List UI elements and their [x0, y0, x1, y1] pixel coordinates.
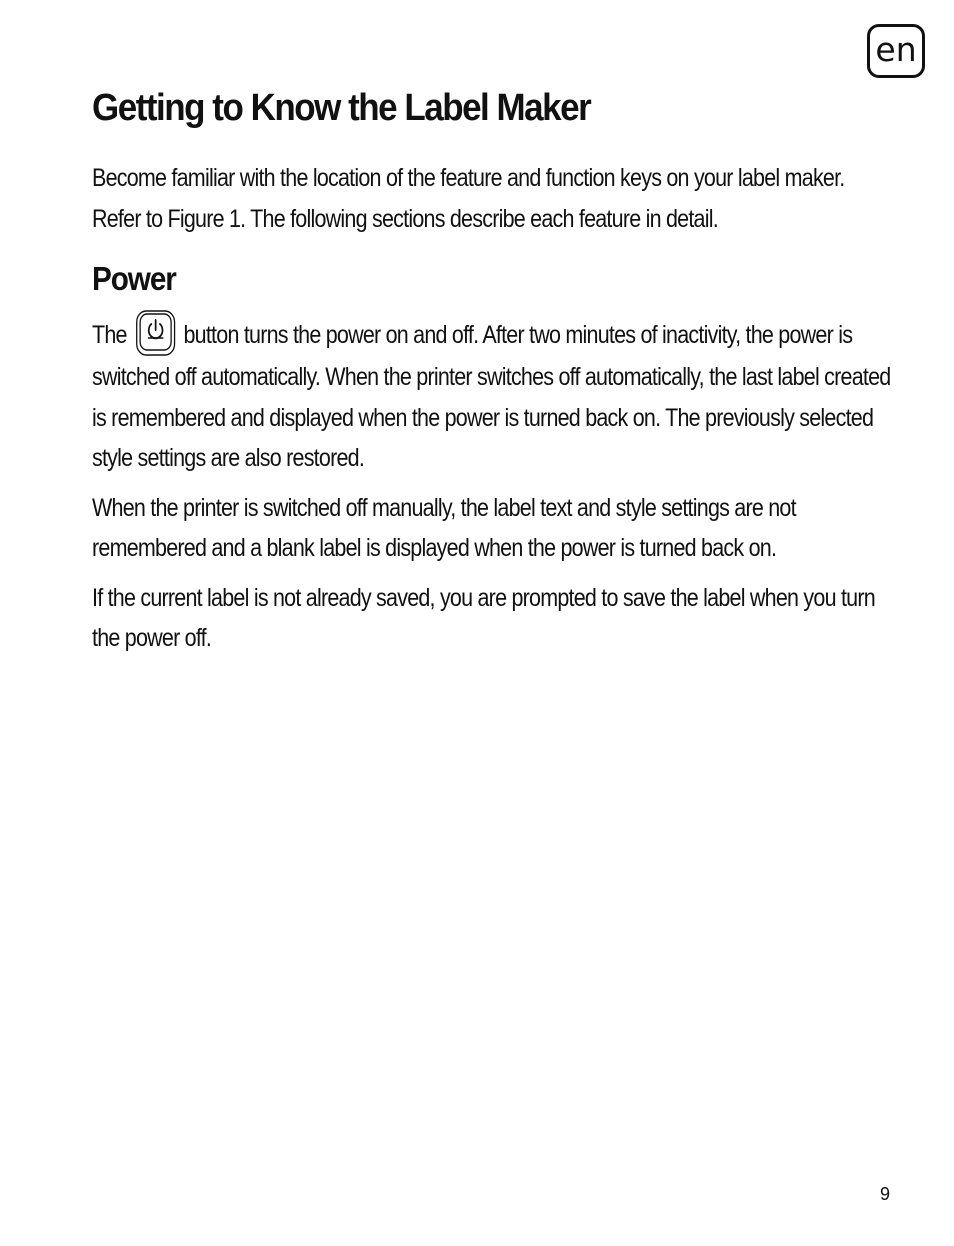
- section-title-power: Power: [92, 260, 176, 297]
- page-content: [92, 84, 892, 659]
- power-paragraph-1-text: button turns the power on and off. After two minutes of inactivity, the power is switched off automatically. When the printer switches off automatically, the last label created is remembered and displayed when the power is turned back on. The previously selected style settings are also restored.: [92, 321, 891, 472]
- intro-paragraph: Become familiar with the location of the feature and function keys on your label maker. Refer to Figure 1. The following sections describe each feature in detail.: [92, 164, 845, 233]
- power-paragraph-1-lead: The: [92, 321, 127, 349]
- page-number: 9: [880, 1184, 891, 1204]
- power-paragraph-2: When the printer is switched off manually, the label text and style settings are not remembered and a blank label is displayed when the power is turned back on.: [92, 493, 796, 562]
- language-badge: en: [867, 24, 925, 78]
- power-button-icon: [135, 309, 176, 357]
- page-title: Getting to Know the Label Maker: [92, 87, 591, 129]
- power-paragraph-3: If the current label is not already saved, you are prompted to save the label when you turn the power off.: [92, 583, 875, 652]
- power-paragraph-1: [92, 309, 892, 479]
